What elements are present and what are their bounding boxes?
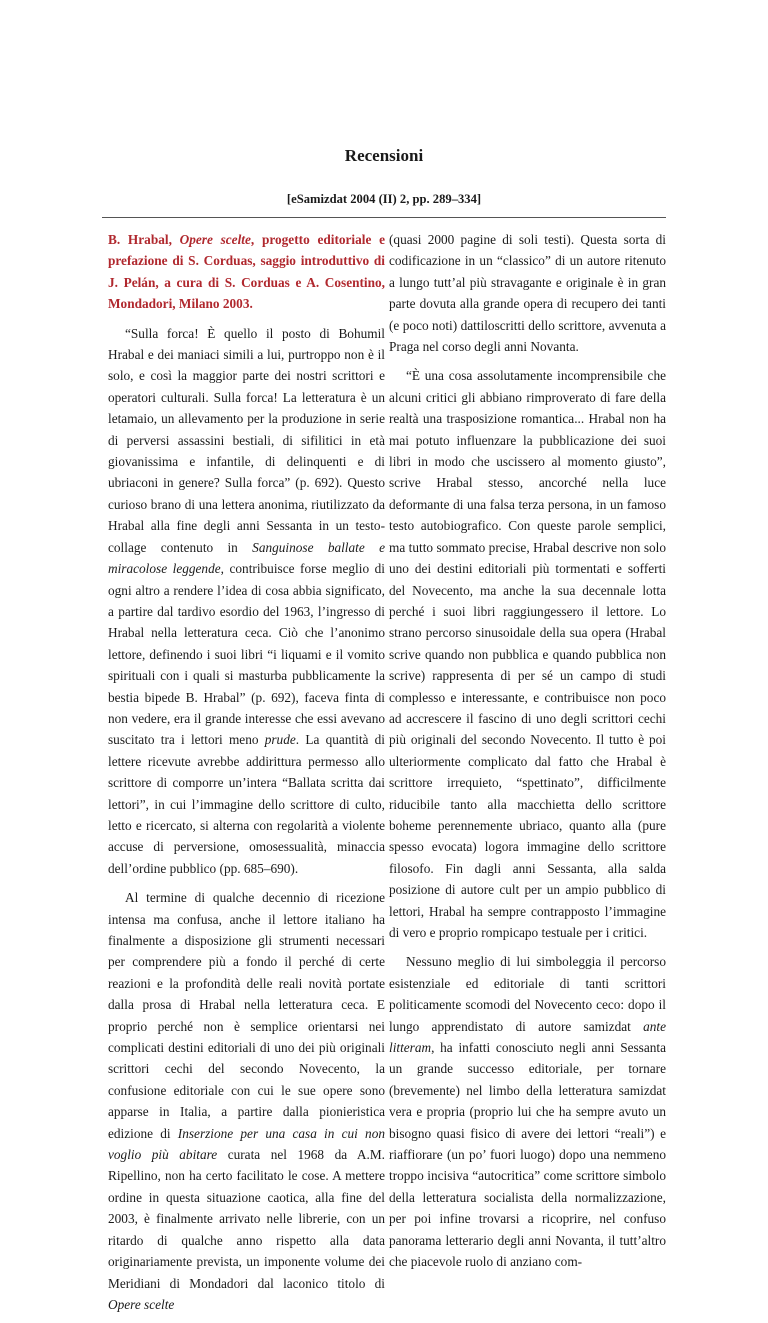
paragraph-2 [108, 887, 385, 1315]
journal-citation: [eSamizdat 2004 (II) 2, pp. 289–334] [286, 192, 482, 206]
paragraph-2-text-a: Al termine di qualche decennio di ricezione intensa ma confusa, anche il lettore italiano ha finalmente a disposizione gli strumenti necessari per comprendere più a fondo il perché di certe reazioni e la profondità delle reali novità portate dalla prosa di Hrabal nella letteratura ceca. E proprio perché non è semplice orientarsi nei complicati destini editoriali di uno dei più originali scrittori cechi del secondo Novecento, la confusione editoriale con cui le sue opere sono apparse in Italia, a partire dalla pionieristica edizione di [108, 890, 385, 1141]
paragraph-1-italic-title: Sanguinose ballate e miracolose leggende [108, 539, 385, 577]
paragraph-1-text-c: . La quantità di lettere ricevute avrebbe addirittura permesso allo scrittore di comporre un’intera “Ballata scritta dai lettori”, in cui l’immagine dello scrittore di culto, letto e ricercato, si alterna con regolarità a violente accuse di perversione, omosessualità, minaccia dell’ordine pubblico (pp. 685–690). [108, 732, 385, 876]
paragraph-1 [108, 323, 385, 880]
paragraph-5-italic-phrase: ante litteram [389, 1018, 666, 1056]
left-column [108, 229, 385, 1323]
review-book-title: Opere scelte [179, 232, 251, 247]
paragraph-1-italic-word: prude [264, 732, 296, 748]
review-author: B. Hrabal, [108, 232, 180, 247]
paragraph-2-italic-title: Inserzione per una casa in cui non voglio più abitare [108, 1125, 385, 1163]
review-publication-info: , progetto editoriale e prefazione di S. Corduas, saggio introduttivo di J. Pelán, a cura di S. Corduas e A. Cosentino, Mondadori, Milano 2003. [108, 232, 386, 312]
paragraph-5-text-a: Nessuno meglio di lui simboleggia il percorso esistenziale ed editoriale di tanti scrittori politicamente scomodi del Novecento ceco: dopo il lungo apprendistato di autore samizdat [389, 954, 666, 1034]
paragraph-1-text-b: , contribuisce forse meglio di ogni altro a rendere l’idea di cosa abbia significato, a partire dal tardivo esordio del 1963, l’ingresso di Hrabal nella letteratura ceca. Ciò che l’anonimo lettore, definendo i suoi libri “i liquami e il vomito spirituali con i quali si masturba pubblicamente la bestia bipede B. Hrabal” (p. 692), faceva finta di non vedere, era il grande interesse che essi avevano suscitato tra i lettori meno [108, 561, 385, 748]
paragraph-2-text-b: curata nel 1968 da A.M. Ripellino, non ha certo facilitato le cose. A mettere ordine in questa situazione caotica, alla fine del 2003, è finalmente arrivato nelle librerie, con un ritardo di qualche anno rispetto alla data originariamente prevista, un imponente volume dei Meridiani di Mondadori dal laconico titolo di [108, 1147, 385, 1291]
paragraph-5 [389, 951, 666, 1272]
page-title: Recensioni [344, 146, 424, 165]
paragraph-1-text-a: “Sulla forca! È quello il posto di Bohumil Hrabal e dei maniaci simili a lui, purtroppo non è il solo, e così la maggior parte dei nostri scrittori e operatori culturali. Sulla forca! La letteratura è un letamaio, un allevamento per la produzione in serie di perversi assassini bestiali, di sifilitici in età giovanissima e infantile, di delinquenti e di ubriaconi in genere? Sulla forca” (p. 692). Questo curioso brano di una lettera anonima, riutilizzato da Hrabal alla fine degli anni Sessanta in un testo-collage contenuto in [108, 325, 385, 555]
paragraph-4: “È una cosa assolutamente incomprensibile che alcuni critici gli abbiano rimproverato di fare della realtà una trasposizione romantica... Hrabal non ha mai potuto influenzare la pubblicazione dei suoi libri in modo che uscissero al momento giusto”, scrive Hrabal stesso, ancorché nella luce deformante di una falsa terza persona, in un famoso testo autobiografico. Con queste parole semplici, ma tutto sommato precise, Hrabal descrive non solo uno dei destini editoriali più tormentati e sofferti del Novecento, ma anche la sua decennale lotta perché i suoi libri raggiungessero il lettore. Lo strano percorso sinusoidale della sua opera (Hrabal scrive quando non pubblica e quando pubblica non scrive) rappresenta di per sé un campo di studi complesso e interessante, e contribuisce non poco ad accrescere il fascino di uno degli scrittori cechi più originali del secondo Novecento. Il tutto è poi ulteriormente complicato dal fatto che Hrabal è scrittore irrequieto, “spettinato”, difficilmente riducibile tanto alla macchietta dello scrittore boheme perennemente ubriaco, quanto alla (pure spesso evocata) logora immagine dello scrittore filosofo. Fin dagli anni Sessanta, alla salda posizione di autore cult per un ampio pubblico di lettori, Hrabal ha sempre contrapposto l’immagine di vero e proprio rompicapo testuale per i critici. [389, 368, 666, 940]
paragraph-5-text-b: , ha infatti conosciuto negli anni Sessanta un grande successo editoriale, per tornare (brevemente) nel limbo della letteratura samizdat vera e propria (proprio lui che ha sempre avuto un bisogno quasi fisico di avere dei lettori “reali”) e riaffiorare (un po’ fuori luogo) dopo una nemmeno troppo incisiva “autocritica” come scrittore simbolo della letteratura socialista della normalizzazione, per poi infine trovarsi a ricoprire, nel confuso panorama letterario degli anni Novanta, il tutt’altro che piacevole ruolo di anziano com- [389, 1040, 666, 1270]
header-divider [102, 217, 666, 218]
review-heading [108, 229, 385, 315]
paragraph-2-italic-title-2: Opere scelte [108, 1296, 175, 1312]
paragraph-3: (quasi 2000 pagine di soli testi). Questa sorta di codificazione in un “classico” di un autore ritenuto a lungo tutt’al più stravagante e originale è in gran parte dovuta alla grande opera di recupero dei tanti (e poco noti) dattiloscritti dello scrittore, avvenuta a Praga nel corso degli anni Novanta. [389, 232, 666, 355]
right-column [389, 229, 666, 1281]
